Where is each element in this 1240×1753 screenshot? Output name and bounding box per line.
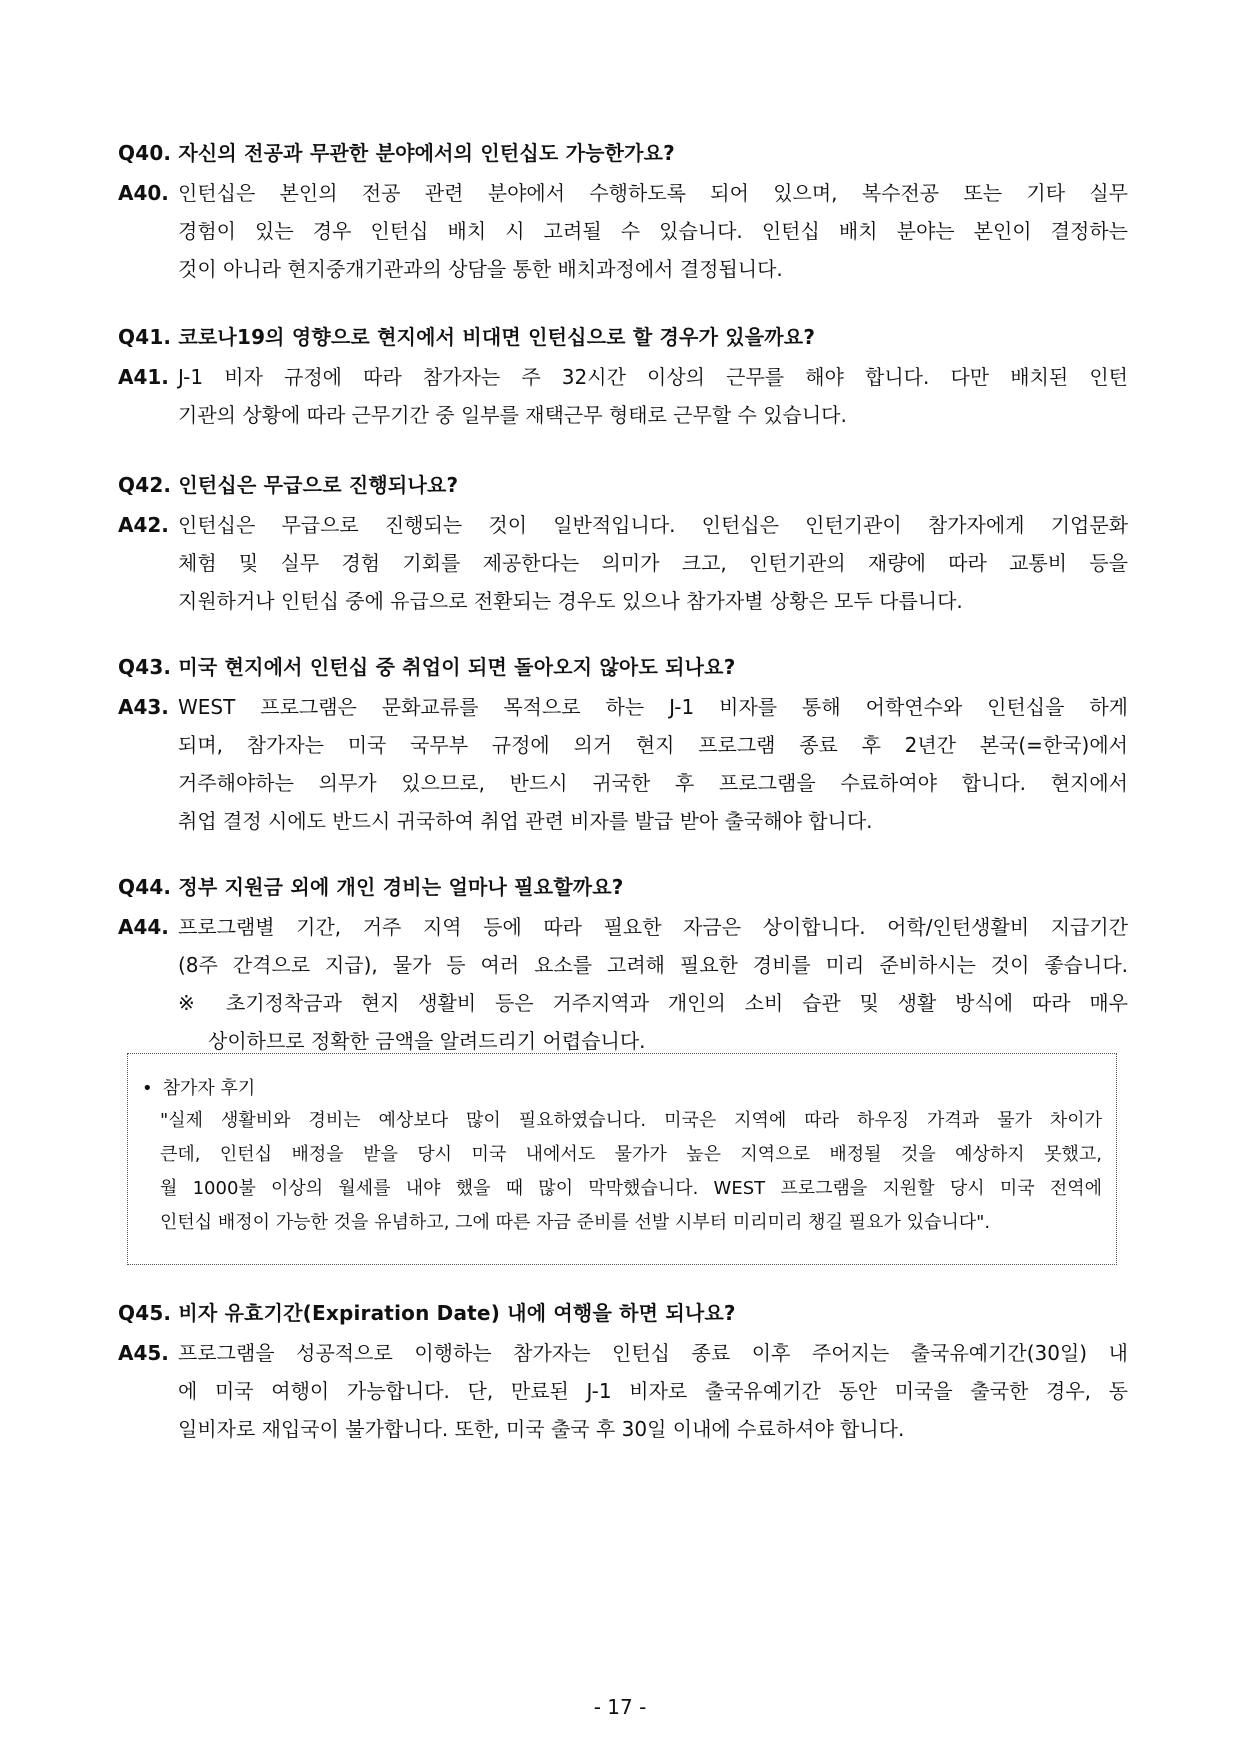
answer-41 <box>118 358 1128 434</box>
answer-note: 상이하므로 정확한 금액을 알려드리기 어렵습니다. <box>208 1029 646 1053</box>
qa-item-45 <box>118 1296 1128 1448</box>
page-number: - 17 - <box>593 1695 647 1719</box>
answer-line: 인턴십은 본인의 전공 관련 분야에서 수행하도록 되어 있으며, 복수전공 또는 기타 실무 <box>178 181 1128 205</box>
answer-line: 기관의 상황에 따라 근무기간 중 일부를 재택근무 형태로 근무할 수 있습니다. <box>178 403 847 427</box>
question-44: Q44. 정부 지원금 외에 개인 경비는 얼마나 필요할까요? <box>118 875 624 899</box>
answer-line: 체험 및 실무 경험 기회를 제공한다는 의미가 크고, 인턴기관의 재량에 따라 교통비 등을 <box>178 551 1128 575</box>
answer-line: (8주 간격으로 지급), 물가 등 여러 요소를 고려해 필요한 경비를 미리 준비하시는 것이 좋습니다. <box>178 953 1128 977</box>
answer-line: 것이 아니라 현지중개기관과의 상담을 통한 배치과정에서 결정됩니다. <box>178 257 783 281</box>
answer-tag: A40. <box>118 181 169 205</box>
question-45: Q45. 비자 유효기간(Expiration Date) 내에 여행을 하면 되나요? <box>118 1301 736 1325</box>
question-40: Q40. 자신의 전공과 무관한 분야에서의 인턴십도 가능한가요? <box>118 141 675 165</box>
answer-line: 프로그램을 성공적으로 이행하는 참가자는 인턴십 종료 이후 주어지는 출국유예기간(30일) 내 <box>178 1341 1128 1365</box>
answer-line: 지원하거나 인턴십 중에 유급으로 전환되는 경우도 있으나 참가자별 상황은 모두 다릅니다. <box>178 589 963 613</box>
question-41: Q41. 코로나19의 영향으로 현지에서 비대면 인턴십으로 할 경우가 있을까요? <box>118 325 816 349</box>
answer-line: WEST 프로그램은 문화교류를 목적으로 하는 J-1 비자를 통해 어학연수와 인턴십을 하게 <box>178 695 1128 719</box>
review-line: "실제 생활비와 경비는 예상보다 많이 필요하였습니다. 미국은 지역에 따라 하우징 가격과 물가 차이가 <box>160 1110 1102 1131</box>
qa-item-44 <box>118 870 1128 1060</box>
answer-tag: A44. <box>118 915 169 939</box>
review-line: 월 1000불 이상의 월세를 내야 했을 때 많이 막막했습니다. WEST 프로그램을 지원할 당시 미국 전역에 <box>160 1178 1102 1199</box>
answer-line: 되며, 참가자는 미국 국무부 규정에 의거 현지 프로그램 종료 후 2년간 본국(=한국)에서 <box>178 733 1128 757</box>
answer-43 <box>118 688 1128 840</box>
answer-44 <box>118 908 1128 1060</box>
answer-line: 취업 결정 시에도 반드시 귀국하여 취업 관련 비자를 발급 받아 출국해야 합니다. <box>178 809 873 833</box>
answer-line: 인턴십은 무급으로 진행되는 것이 일반적입니다. 인턴십은 인턴기관이 참가자에게 기업문화 <box>178 513 1128 537</box>
qa-item-40 <box>118 136 1128 288</box>
answer-42 <box>118 506 1128 620</box>
answer-line: 거주해야하는 의무가 있으므로, 반드시 귀국한 후 프로그램을 수료하여야 합니다. 현지에서 <box>178 771 1128 795</box>
review-line: 큰데, 인턴십 배정을 받을 당시 미국 내에서도 물가가 높은 지역으로 배정될 것을 예상하지 못했고, <box>160 1144 1103 1165</box>
answer-line: 에 미국 여행이 가능합니다. 단, 만료된 J-1 비자로 출국유예기간 동안 미국을 출국한 경우, 동 <box>178 1379 1128 1403</box>
review-title: 참가자 후기 <box>162 1078 256 1099</box>
answer-line: 일비자로 재입국이 불가합니다. 또한, 미국 출국 후 30일 이내에 수료하셔야 합니다. <box>178 1417 905 1441</box>
answer-line: J-1 비자 규정에 따라 참가자는 주 32시간 이상의 근무를 해야 합니다. 다만 배치된 인턴 <box>178 365 1128 389</box>
answer-tag: A41. <box>118 365 169 389</box>
bullet-icon: • <box>142 1078 153 1099</box>
answer-tag: A43. <box>118 695 169 719</box>
answer-40 <box>118 174 1128 288</box>
answer-tag: A45. <box>118 1341 169 1365</box>
review-heading <box>142 1074 1102 1104</box>
review-line: 인턴십 배정이 가능한 것을 유념하고, 그에 따른 자금 준비를 선발 시부터 미리미리 챙길 필요가 있습니다". <box>160 1212 991 1233</box>
answer-note: ※ 초기정착금과 현지 생활비 등은 거주지역과 개인의 소비 습관 및 생활 방식에 따라 매우 <box>178 991 1128 1015</box>
question-42: Q42. 인턴십은 무급으로 진행되나요? <box>118 473 459 497</box>
answer-tag: A42. <box>118 513 169 537</box>
answer-line: 경험이 있는 경우 인턴십 배치 시 고려될 수 있습니다. 인턴십 배치 분야는 본인이 결정하는 <box>178 219 1128 243</box>
answer-line: 프로그램별 기간, 거주 지역 등에 따라 필요한 자금은 상이합니다. 어학/인턴생활비 지급기간 <box>178 915 1128 939</box>
participant-review-box <box>127 1053 1117 1265</box>
qa-item-42 <box>118 468 1128 620</box>
qa-item-43 <box>118 650 1128 840</box>
answer-45 <box>118 1334 1128 1448</box>
qa-item-41 <box>118 320 1128 434</box>
question-43: Q43. 미국 현지에서 인턴십 중 취업이 되면 돌아오지 않아도 되나요? <box>118 655 736 679</box>
